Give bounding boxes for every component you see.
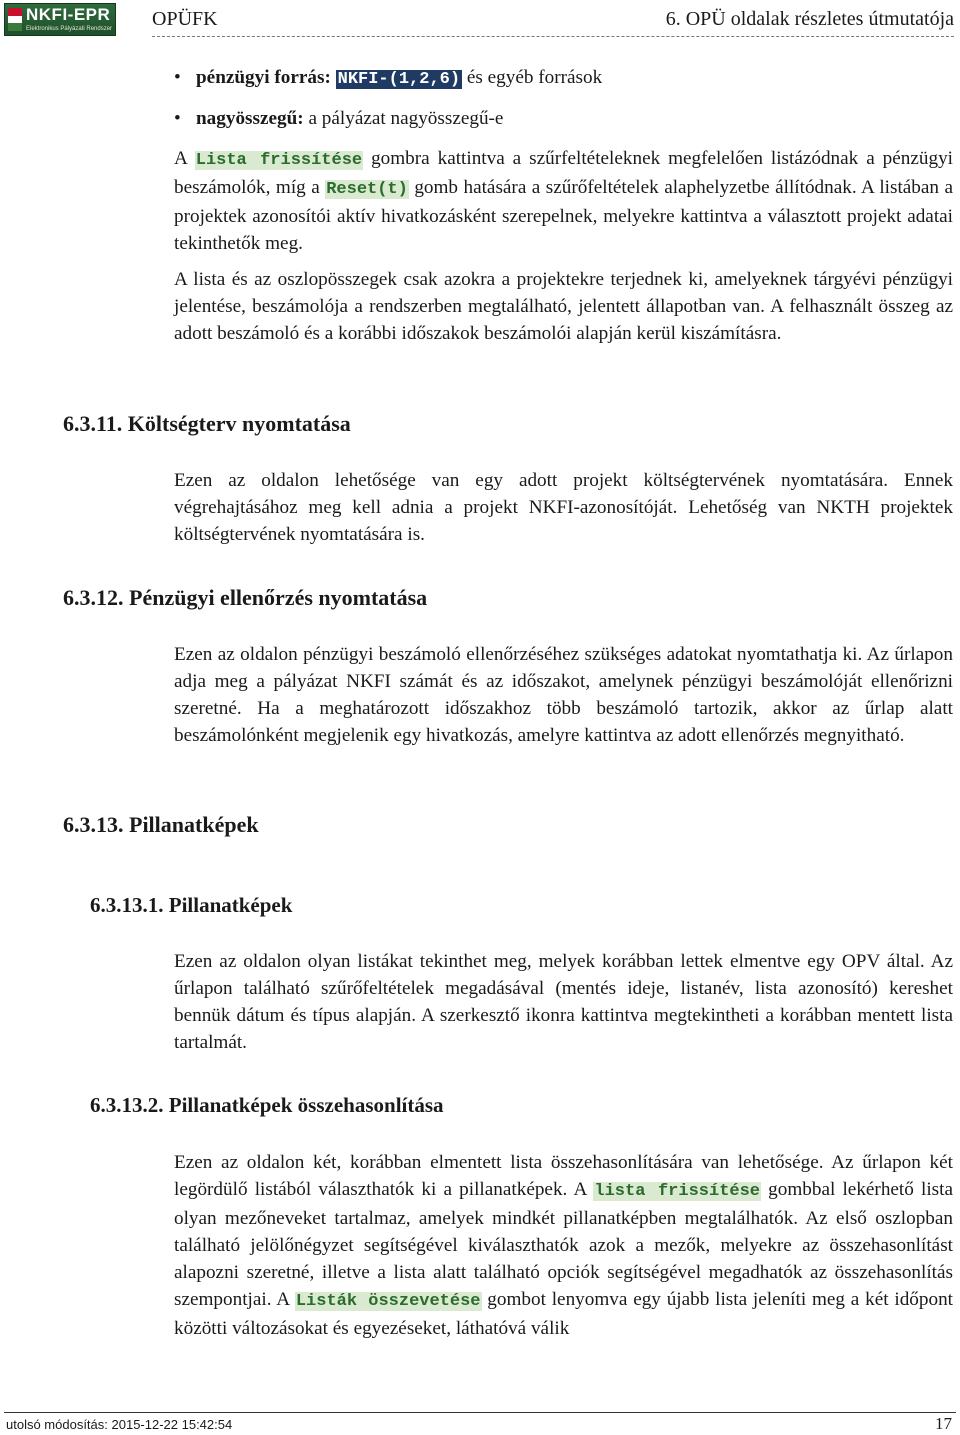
logo-title: NKFI-EPR: [26, 5, 111, 24]
bullet-term: pénzügyi forrás:: [196, 67, 331, 88]
section-heading-6-3-13-1: 6.3.13.1. Pillanatképek: [90, 893, 293, 917]
bullet-item: [174, 105, 503, 132]
text-span: gombot lenyomva egy újabb lista jeleníti meg a két időpont közötti változásokat és egyezéseket, láthatóvá válik: [174, 1289, 953, 1339]
bullet-item: [174, 64, 602, 93]
page-number: 17: [935, 1414, 952, 1433]
bullet-dot-icon: •: [174, 67, 181, 88]
bullet-text: a pályázat nagyösszegű-e: [303, 108, 504, 129]
header-chapter: 6. OPÜ oldalak részletes útmutatója: [665, 8, 954, 30]
section-heading-6-3-13-2: 6.3.13.2. Pillanatképek összehasonlítása: [90, 1093, 444, 1117]
hungarian-flag-icon: [8, 8, 22, 31]
page-header: [0, 0, 960, 42]
text-span: A: [174, 148, 195, 169]
text-span: gombbal lekérhető lista olyan mezőneveket tartalmaz, amelyek mindkét pillanatképben megtalálhatók. Az első oszlopban található jelölőnégyzet segítségével kiválaszthatók azok a mezők, melyekre az összehasonlítást alapozni szeretné, illetve a lista alatt található opciók segítségével megadhatók az összehasonlítás szempontjai. A: [174, 1179, 953, 1310]
text-span: gombra kattintva a szűrfeltételeknek megfelelően listázódnak a pénzügyi beszámolók, míg a: [174, 148, 953, 198]
header-divider: [152, 36, 954, 37]
last-modified: utolsó módosítás: 2015-12-22 15:42:54: [6, 1417, 233, 1432]
code-label: NKFI-(1,2,6): [337, 70, 461, 89]
paragraph-list-refresh: [174, 145, 953, 257]
bullet-dot-icon: •: [174, 108, 181, 129]
section-text-6-3-12: Ezen az oldalon pénzügyi beszámoló ellenőrzéséhez szükséges adatokat nyomtathatja ki. Az űrlapon adja meg a pályázat NKFI számát és az időszakot, amelynek pénzügyi beszámolóját ellenőrizni szeretné. Ha a meghatározott időszakhoz több beszámoló tartozik, akkor az űrlap alatt beszámolónként megjelenik egy hivatkozás, amelyre kattintva az adott ellenőrzés megnyitható.: [174, 644, 953, 746]
listak-osszevetese-button-label: Listák összevetése: [295, 1292, 481, 1311]
bullet-text: és egyéb források: [462, 67, 603, 88]
logo-subtitle: Elektronikus Pályázati Rendszer: [26, 26, 113, 32]
section-text-6-3-13-2: [174, 1149, 953, 1342]
text-span: Ezen az oldalon két, korábban elmentett lista összehasonlítására van lehetősége. Az űrlapon két legördülő listából választhatók ki a pillanatképek. A: [174, 1152, 953, 1200]
section-heading-6-3-12: 6.3.12. Pénzügyi ellenőrzés nyomtatása: [63, 585, 428, 610]
header-org: OPÜFK: [152, 8, 218, 30]
nkfi-epr-logo: [4, 3, 116, 36]
reset-button-label: Reset(t): [326, 180, 408, 199]
section-heading-6-3-13: 6.3.13. Pillanatképek: [63, 812, 259, 837]
bullet-term: nagyösszegű:: [196, 108, 304, 129]
lista-frissitese-button-label: lista frissítése: [594, 1182, 760, 1201]
section-text-6-3-13-1: Ezen az oldalon olyan listákat tekinthet meg, melyek korábban lettek elmentve egy OPV által. Az űrlapon található szűrőfeltételek megadásával (mentés ideje, listanév, lista azonosító) kereshet bennük dátum és típus alapján. A szerkesztő ikonra kattintva megtekintheti a korábban mentett lista tartalmát.: [174, 951, 953, 1053]
footer-divider: [4, 1412, 956, 1413]
paragraph-column-totals: A lista és az oszlopösszegek csak azokra a projektekre terjednek ki, amelyeknek tárgyévi pénzügyi jelentése, beszámolója a rendszerben megtalálható, jelentett állapotban van. A felhasznált összeg az adott beszámoló és a korábbi időszakok beszámolói alapján kerül kiszámításra.: [174, 269, 953, 344]
text-span: gomb hatására a szűrőfeltételek alaphelyzetbe állítódnak. A listában a projektek azonosítói aktív hivatkozásként szerepelnek, melyekre kattintva a választott projekt adatai tekinthetők meg.: [174, 177, 953, 254]
lista-frissitese-button-label: Lista frissítése: [195, 151, 363, 170]
section-heading-6-3-11: 6.3.11. Költségterv nyomtatása: [63, 411, 351, 436]
section-text-6-3-11: Ezen az oldalon lehetősége van egy adott projekt költségtervének nyomtatására. Ennek végrehajtásához meg kell adnia a projekt NKFI-azonosítóját. Lehetőség van NKTH projektek költségtervének nyomtatására is.: [174, 470, 953, 545]
